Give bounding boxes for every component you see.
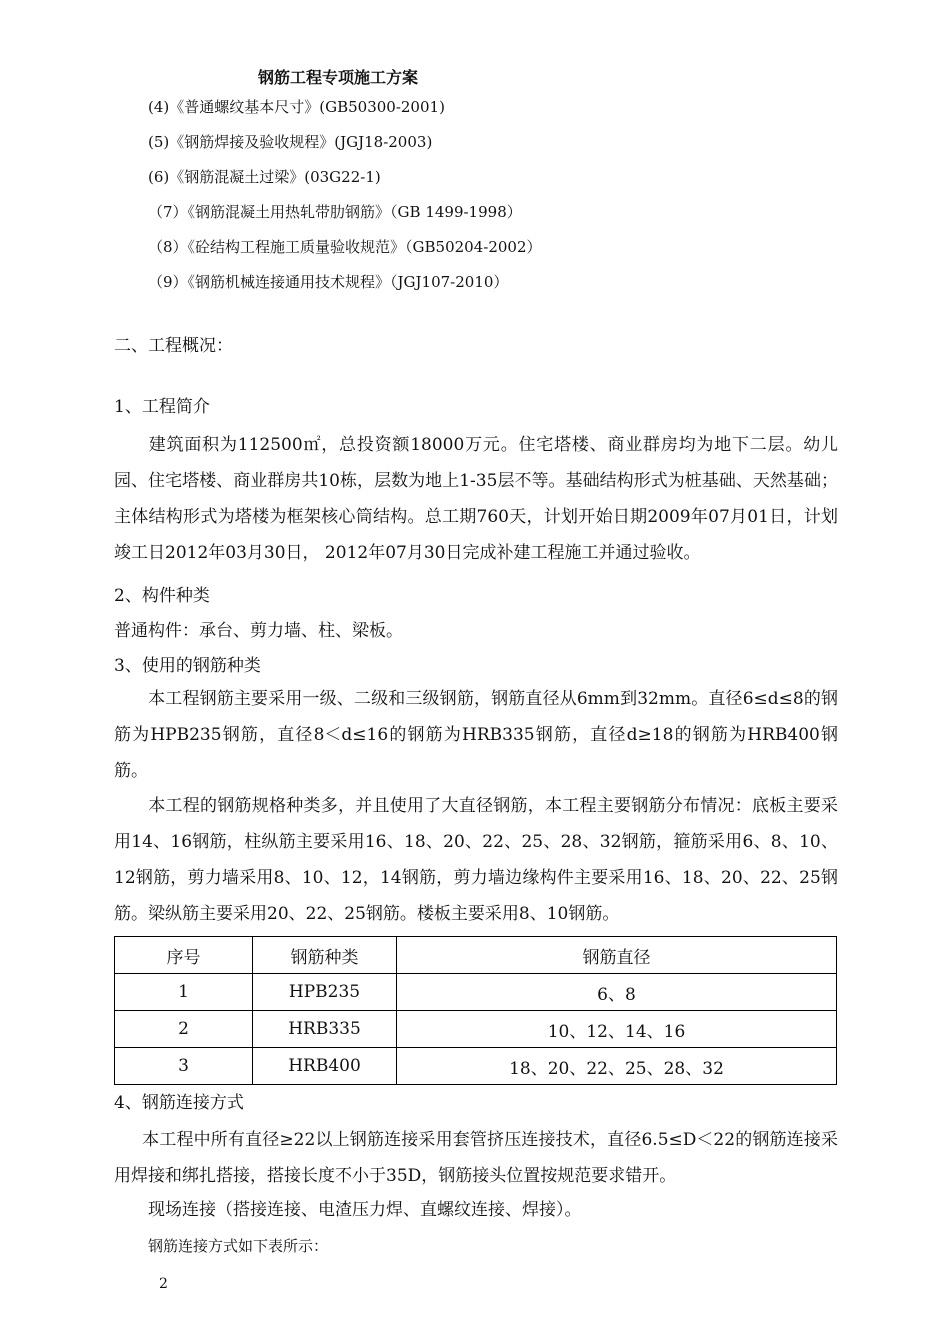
page-number: 2 [159,1276,168,1292]
reference-item: (6)《钢筋混凝土过梁》(03G22-1) [148,168,381,186]
table-row [115,1011,837,1048]
page-title: 钢筋工程专项施工方案 [258,68,419,87]
reference-item: （9）《钢筋机械连接通用技术规程》（JGJ107-2010） [148,273,509,291]
reference-item: (4)《普通螺纹基本尺寸》(GB50300-2001) [148,98,445,116]
table-header-row [115,937,837,974]
table-cell: 10、12、14、16 [397,1011,837,1048]
table-header-cell: 钢筋直径 [397,937,837,974]
table-header-cell: 序号 [115,937,253,974]
table-cell: 18、20、22、25、28、32 [397,1048,837,1085]
project-intro-paragraph: 建筑面积为112500㎡，总投资额18000万元。住宅塔楼、商业群房均为地下二层。幼儿园、住宅塔楼、商业群房共10栋，层数为地上1-35层不等。基础结构形式为桩基础、天然基础；主体结构形式为塔楼为框架核心筒结构。总工期760天，计划开始日期2009年07月01日，计划竣工日2012年03月30日， 2012年07月30日完成补建工程施工并通过验收。 [114,435,838,563]
reference-item: (5)《钢筋焊接及验收规程》(JGJ18-2003) [148,133,433,151]
table-cell: HRB335 [253,1011,397,1048]
table-cell: 3 [115,1048,253,1085]
subsection-heading: 1、工程简介 [114,397,210,417]
table-cell: HPB235 [253,974,397,1011]
table-row [115,974,837,1011]
subsection-heading: 3、使用的钢筋种类 [114,656,261,676]
component-types-text: 普通构件：承台、剪力墙、柱、梁板。 [114,621,403,641]
rebar-table [114,936,837,1085]
subsection-heading: 2、构件种类 [114,586,210,606]
table-cell: 1 [115,974,253,1011]
site-connection-text: 现场连接（搭接连接、电渣压力焊、直螺纹连接、焊接）。 [148,1200,582,1220]
table-cell: HRB400 [253,1048,397,1085]
rebar-distribution-paragraph: 本工程的钢筋规格种类多，并且使用了大直径钢筋，本工程主要钢筋分布情况：底板主要采用14、16钢筋，柱纵筋主要采用16、18、20、22、25、28、32钢筋，箍筋采用6、8、10、12钢筋，剪力墙采用8、10、12，14钢筋，剪力墙边缘构件主要采用16、18、20、22、25钢筋。梁纵筋主要采用20、22、25钢筋。楼板主要采用8、10钢筋。 [114,796,838,924]
table-cell: 6、8 [397,974,837,1011]
subsection-heading: 4、钢筋连接方式 [114,1093,244,1113]
reference-item: （8）《砼结构工程施工质量验收规范》（GB50204-2002） [148,238,542,256]
table-header-cell: 钢筋种类 [253,937,397,974]
table-intro-text: 钢筋连接方式如下表所示： [148,1237,329,1255]
connection-paragraph: 本工程中所有直径≥22以上钢筋连接采用套管挤压连接技术，直径6.5≤D＜22的钢筋连接采用焊接和绑扎搭接，搭接长度不小于35D，钢筋接头位置按规范要求错开。 [114,1130,838,1186]
table-row [115,1048,837,1085]
rebar-types-paragraph: 本工程钢筋主要采用一级、二级和三级钢筋，钢筋直径从6mm到32mm。直径6≤d≤8的钢筋为HPB235钢筋，直径8＜d≤16的钢筋为HRB335钢筋，直径d≥18的钢筋为HRB400钢筋。 [114,689,838,781]
reference-item: （7）《钢筋混凝土用热轧带肋钢筋》（GB 1499-1998） [148,203,522,221]
section-heading: 二、工程概况： [114,336,233,356]
table-cell: 2 [115,1011,253,1048]
